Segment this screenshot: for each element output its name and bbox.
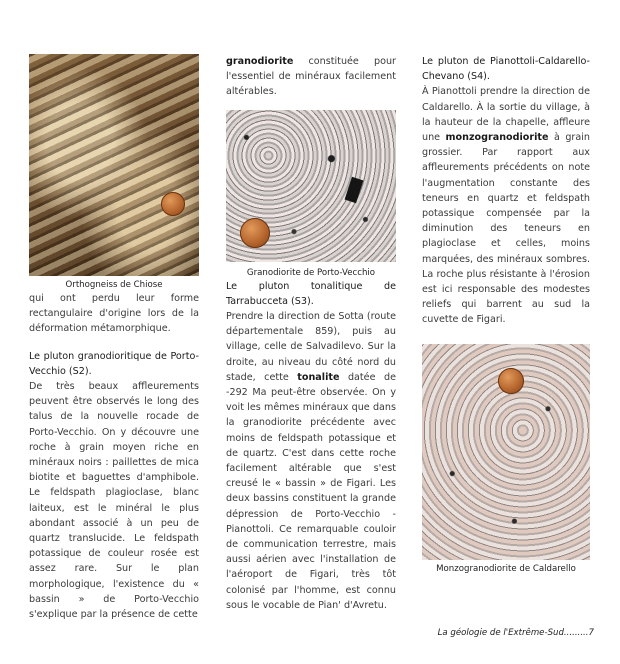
coin-scale	[498, 368, 524, 394]
bold-term: tonalite	[297, 371, 340, 383]
figure-caption: Monzogranodiorite de Caldarello	[436, 563, 576, 574]
granodiorite-photo	[226, 110, 396, 262]
column-3	[422, 54, 590, 575]
paragraph	[422, 84, 590, 327]
text-run: À Pianottoli prendre la direction de Caldarello. À la sortie du village, à la hauteur de la chapelle, affleure une	[422, 86, 590, 144]
section-heading: Le pluton tonalitique de Tarrabucceta (S3).	[226, 280, 396, 307]
figure-monzogranodiorite	[422, 344, 590, 575]
text-run: Prendre la direction de Sotta (route départementale 859), puis au village, celle de Salvadilevo. Sur la droite, au niveau du côté nord du stade, cette	[226, 311, 396, 383]
text-run: datée de -292 Ma peut-être observée. On y voit les mêmes minéraux que dans la granodiorite précédente avec moins de feldspath potassique et de quartz. C'est dans cette roche facilement altérable que s'est creusé le « bassin » de Figari. Les deux bassins constituent la grande dépression de Porto-Vecchio - Pianottoli. Ce remarquable couloir de communication terrestre, mais aussi aérien avec l'installation de l'aéroport de Figari, très tôt colonisé par l'homme, est connu sous le vocable de Pian' d'Avretu.	[226, 371, 396, 611]
column-1	[29, 54, 199, 622]
paragraph	[226, 309, 396, 613]
coin-scale	[240, 218, 270, 248]
figure-caption: Granodiorite de Porto-Vecchio	[246, 267, 376, 278]
section-heading: Le pluton de Pianottoli-Caldarello-Chevano (S4).	[422, 56, 590, 83]
text-run: constituée pour l'essentiel de minéraux facilement altérables.	[226, 56, 396, 98]
monzogranodiorite-photo	[422, 344, 590, 560]
figure-orthogneiss	[29, 54, 199, 291]
bold-term: granodiorite	[226, 56, 294, 67]
section-heading: Le pluton granodioritique de Porto-Vecchio (S2).	[29, 350, 199, 377]
orthogneiss-photo	[29, 54, 199, 276]
page-footer: La géologie de l'Extrême-Sud.........7	[437, 628, 594, 638]
figure-granodiorite	[226, 110, 396, 279]
bold-term: monzogranodiorite	[445, 132, 549, 144]
paragraph: qui ont perdu leur forme rectangulaire d'origine lors de la déformation métamorphique.	[29, 293, 199, 335]
coin-scale	[161, 192, 185, 216]
column-2	[226, 54, 396, 613]
amphibole-crystal	[345, 176, 364, 203]
paragraph	[226, 54, 396, 100]
paragraph: De très beaux affleurements peuvent être observés le long des talus de la nouvelle rocade de Porto-Vecchio. On y découvre une roche à grain moyen riche en minéraux noirs : paillettes de mica biotite et baguettes d'amphibole. Le feldspath plagioclase, blanc laiteux, est le minéral le plus abondant associé à un peu de quartz translucide. Le feldspath potassique de couleur rosée est assez rare. Sur le plan morphologique, l'existence du « bassin » de Porto-Vecchio s'explique par la présence de cette	[29, 381, 199, 621]
figure-caption: Orthogneiss de Chiose	[65, 280, 163, 290]
text-run: à grain grossier. Par rapport aux affleurements précédents on note l'augmentation constante des teneurs en quartz et feldspath potassique compensée par la diminution des teneurs en plagioclase et celles, moins marquées, des minéraux sombres. La roche plus résistante à l'érosion est ici responsable des modestes reliefs qui barrent au sud la cuvette de Figari.	[422, 132, 590, 326]
